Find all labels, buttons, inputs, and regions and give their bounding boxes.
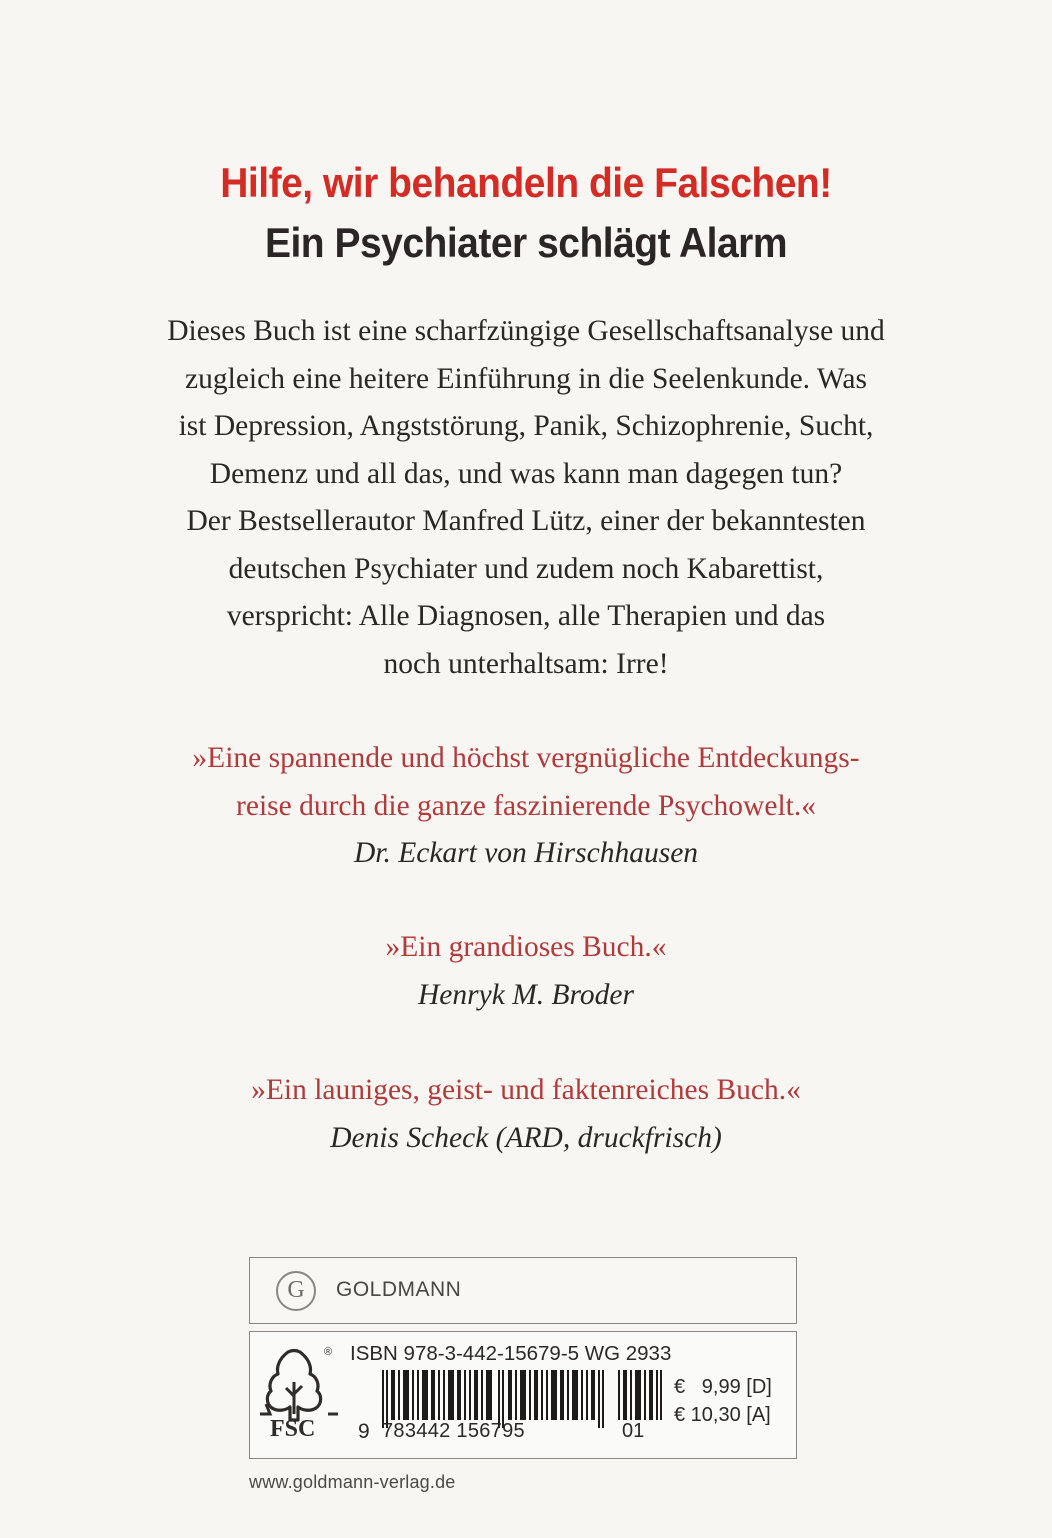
barcode-addon-digits: 01: [622, 1420, 645, 1442]
headline-subtitle: Ein Psychiater schlägt Alarm: [264, 220, 788, 267]
quote-author: Dr. Eckart von Hirschhausen: [353, 837, 699, 869]
headline-title: Hilfe, wir behandeln die Falschen!: [220, 160, 832, 207]
blurb-line: noch unterhaltsam: Irre!: [383, 647, 669, 680]
blurb-line: verspricht: Alle Diagnosen, alle Therapien und das: [226, 600, 826, 632]
blurb-line: zugleich eine heitere Einführung in die Seelenkunde. Was: [185, 362, 867, 395]
review-quote: [60, 735, 992, 878]
price-germany: € 9,99 [D]: [674, 1376, 772, 1398]
blurb-text: [100, 308, 952, 688]
publisher-box: [249, 1257, 797, 1324]
quote-line: »Ein launiges, geist- und faktenreiches Buch.«: [251, 1074, 801, 1106]
review-quote: [60, 1067, 992, 1162]
isbn-text: ISBN 978-3-442-15679-5 WG 2933: [350, 1342, 672, 1365]
barcode-first-digit: 9: [358, 1420, 370, 1443]
publisher-name: GOLDMANN: [336, 1278, 462, 1301]
price-austria: € 10,30 [A]: [674, 1404, 771, 1426]
quote-line: »Eine spannende und höchst vergnügliche Entdeckungs-: [192, 742, 860, 774]
quote-line: reise durch die ganze faszinierende Psychowelt.«: [236, 789, 816, 822]
blurb-line: ist Depression, Angststörung, Panik, Schizophrenie, Sucht,: [178, 410, 874, 442]
goldmann-logo-icon: G: [276, 1271, 316, 1311]
publisher-website: www.goldmann-verlag.de: [249, 1472, 456, 1492]
blurb-line: Demenz und all das, und was kann man dagegen tun?: [209, 457, 843, 490]
registered-mark: ®: [324, 1346, 333, 1358]
quote-author: Denis Scheck (ARD, druckfrisch): [330, 1121, 722, 1154]
barcode-digits: 783442 156795: [382, 1420, 525, 1442]
blurb-line: deutschen Psychiater und zudem noch Kabarettist,: [228, 552, 824, 585]
quote-line: »Ein grandioses Buch.«: [385, 931, 667, 963]
barcode-box: [249, 1331, 797, 1459]
blurb-line: Der Bestsellerautor Manfred Lütz, einer der bekanntesten: [186, 505, 866, 537]
quote-author: Henryk M. Broder: [418, 978, 634, 1011]
fsc-label: FSC: [270, 1416, 316, 1442]
review-quote: [60, 924, 992, 1019]
blurb-line: Dieses Buch ist eine scharfzüngige Gesellschaftsanalyse und: [167, 315, 885, 347]
